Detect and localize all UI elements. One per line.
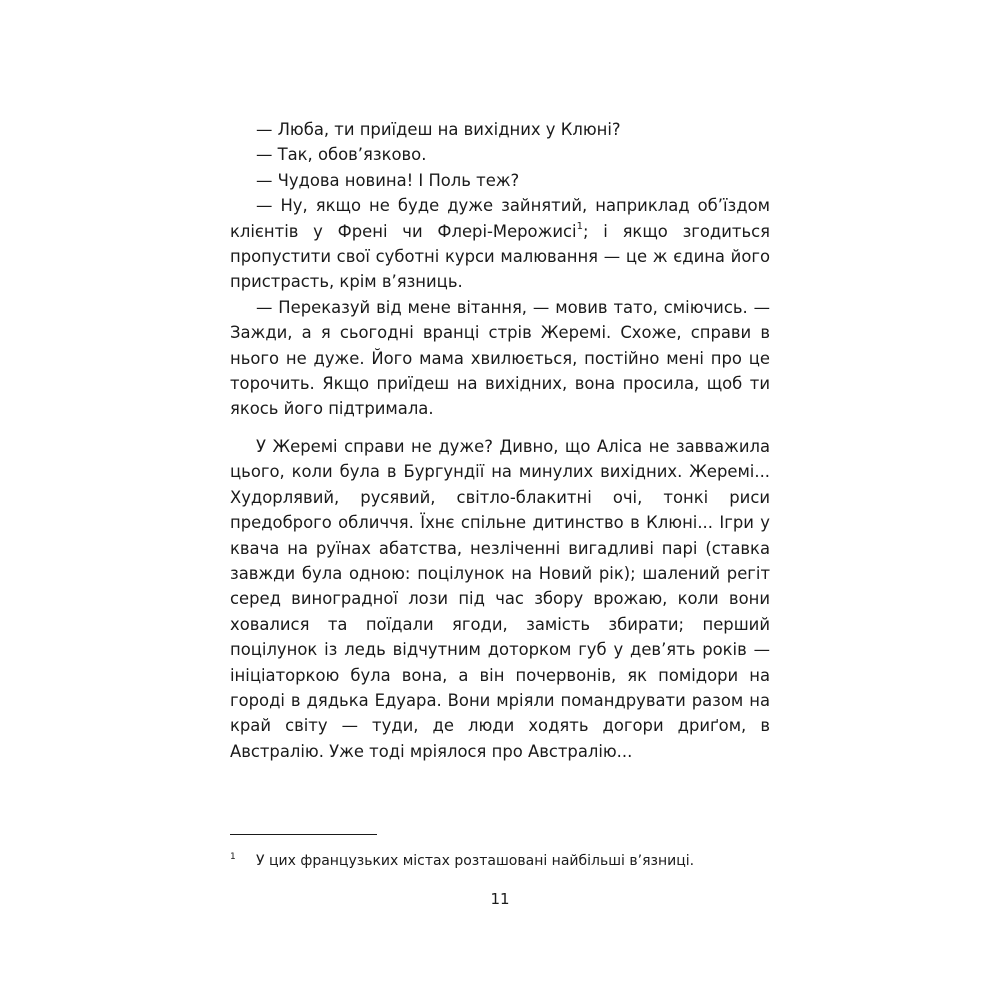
footnote-text: У цих французьких містах розташовані найбільші в’язниці. <box>256 853 695 869</box>
paragraph-2: — Так, обов’язково. <box>256 145 427 165</box>
paragraph-6: У Жеремі справи не дуже? Дивно, що Аліса не завважила цього, коли була в Бургундії на минулих вихідних. Жеремі... Худорлявий, русявий, світло-блакитні очі, тонкі риси предоброго обличчя. Їхнє спільне дитинство в Клюні... Ігри у квача на руїнах абатства, незліченні вигадливі парі (ставка завжди була одною: поцілунок на Новий рік); шалений регіт серед виноградної лози під час збору врожаю, коли вони ховалися та поїдали ягоди, замість збирати; перший поцілунок із ледь відчутним доторком губ у дев’ять років — ініціаторкою була вона, а він почервонів, як помідори на городі в дядька Едуара. Вони мріяли помандрувати разом на край світу — туди, де люди ходять догори дриґом, в Австралію. Уже тоді мріялося про Австралію... <box>230 436 770 761</box>
main-text <box>230 117 770 764</box>
paragraph-4-part-1: — Ну, якщо не буде дуже зайнятий, наприклад об’їздом клієнтів у Френі чи Флері-Мерожисі <box>230 196 770 241</box>
footnote-divider <box>230 834 377 835</box>
paragraph-5: — Переказуй від мене вітання, — мовив тато, сміючись. — Зажди, а я сьогодні вранці стрів Жеремі. Схоже, справи в нього не дуже. Його мама хвилюється, постійно мені про це торочить. Якщо приїдеш на вихідних, вона просила, щоб ти якось його підтримала. <box>230 297 770 419</box>
paragraph-3: — Чудова новина! І Поль теж? <box>256 170 520 190</box>
footnote-number: 1 <box>230 852 236 862</box>
paragraph-4-part-2: ; і якщо згодиться пропустити свої суботні курси малювання — це ж єдина його пристрасть, крім в’язниць. <box>230 221 770 292</box>
footnote-reference[interactable]: 1 <box>576 221 583 233</box>
paragraph-4 <box>230 193 770 295</box>
page-number: 11 <box>490 890 510 908</box>
paragraph-1: — Люба, ти приїдеш на вихідних у Клюні? <box>256 120 621 139</box>
